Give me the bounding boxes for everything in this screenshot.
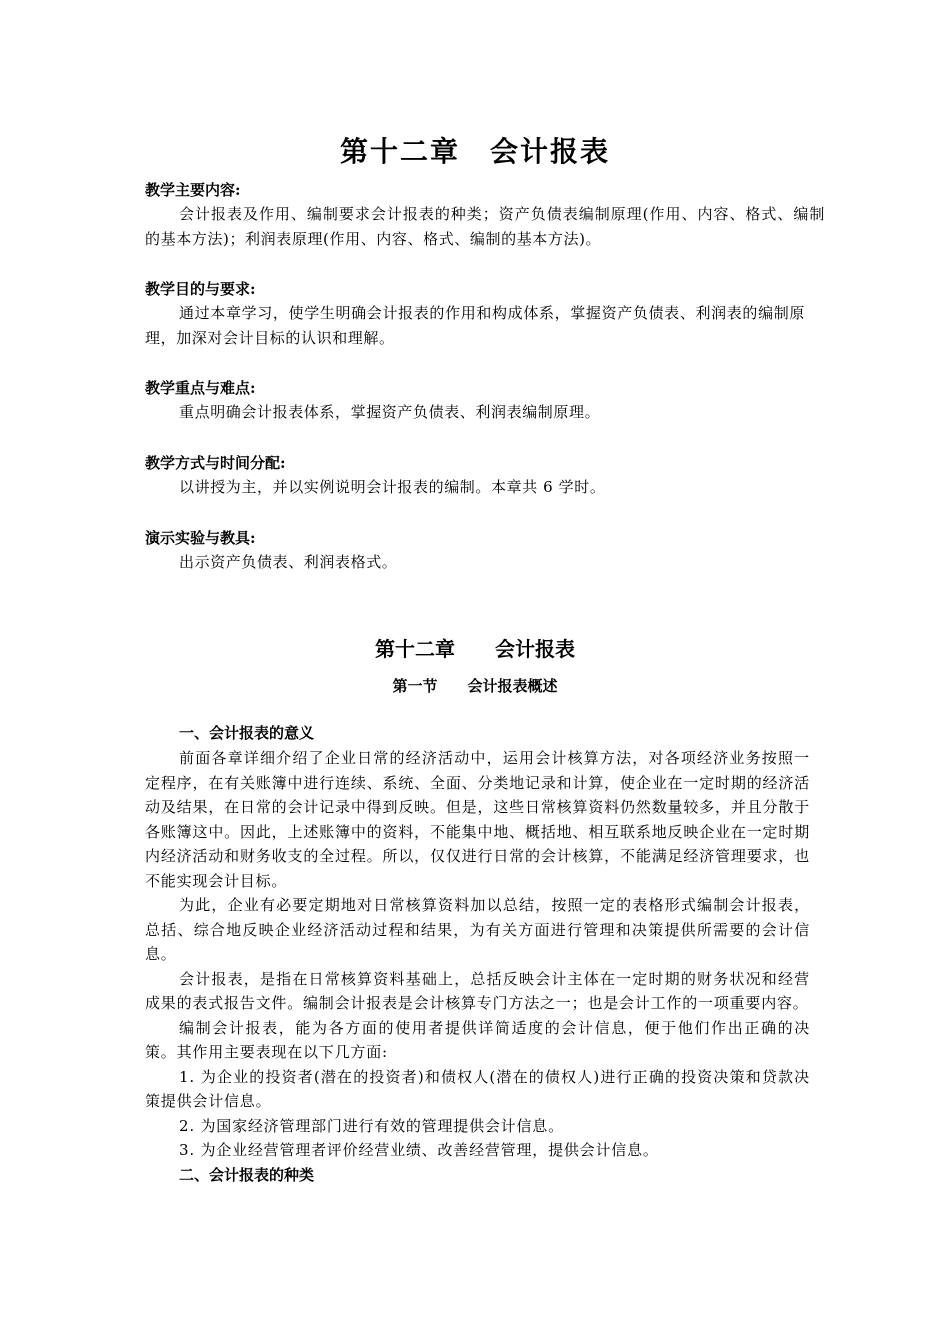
subheading: 二、会计报表的种类: [179, 1165, 315, 1184]
section-text: 会计报表及作用、编制要求会计报表的种类；资产负债表编制原理(作用、内容、格式、编制的基本方法)；利润表原理(作用、内容、格式、编制的基本方法)。: [145, 205, 825, 248]
paragraph: 编制会计报表，能为各方面的使用者提供详简适度的会计信息，便于他们作出正确的决策。其作用主要表现在以下几方面:: [145, 1018, 810, 1061]
chapter-number: 第十二章: [375, 637, 455, 661]
page-title: 第十二章 会计报表: [339, 135, 610, 168]
key-points-section: [145, 376, 825, 425]
chapter-title: [0, 634, 950, 664]
section-name: 会计报表概述: [467, 677, 558, 695]
teaching-content-section: [145, 178, 825, 252]
section-label: 演示实验与教具:: [145, 529, 256, 547]
section-text: 通过本章学习，使学生明确会计报表的作用和构成体系，掌握资产负债表、利润表的编制原理，加深对会计目标的认识和理解。: [145, 304, 805, 347]
list-item: 3. 为企业经营管理者评价经营业绩、改善经营管理，提供会计信息。: [179, 1141, 659, 1159]
teaching-method-section: [145, 451, 825, 500]
demo-tools-section: [145, 526, 825, 575]
list-item: 1. 为企业的投资者(潜在的投资者)和债权人(潜在的债权人)进行正确的投资决策和贷款决策提供会计信息。: [145, 1067, 810, 1110]
paragraph: 为此，企业有必要定期地对日常核算资料加以总结，按照一定的表格形式编制会计报表，总括、综合地反映企业经济活动过程和结果，为有关方面进行管理和决策提供所需要的会计信息。: [145, 896, 810, 963]
section-text: 出示资产负债表、利润表格式。: [179, 553, 398, 571]
section-label: 教学方式与时间分配:: [145, 454, 286, 472]
paragraph: 会计报表，是指在日常核算资料基础上，总括反映会计主体在一定时期的财务状况和经营成果的表式报告文件。编制会计报表是会计核算专门方法之一；也是会计工作的一项重要内容。: [145, 969, 810, 1012]
section-text: 以讲授为主，并以实例说明会计报表的编制。本章共 6 学时。: [179, 478, 606, 496]
body-content: [145, 721, 810, 1188]
section-text: 重点明确会计报表体系，掌握资产负债表、利润表编制原理。: [179, 403, 601, 421]
section-title: [0, 675, 950, 697]
chapter-name: 会计报表: [495, 637, 575, 661]
section-number: 第一节: [392, 677, 438, 695]
paragraph: 前面各章详细介绍了企业日常的经济活动中，运用会计核算方法，对各项经济业务按照一定程序，在有关账簿中进行连续、系统、全面、分类地记录和计算，使企业在一定时期的经济活动及结果，在日常的会计记录中得到反映。但是，这些日常核算资料仍然数量较多，并且分散于各账簿这中。因此，上述账簿中的资料，不能集中地、概括地、相互联系地反映企业在一定时期内经济活动和财务收支的全过程。所以，仅仅进行日常的会计核算，不能满足经济管理要求，也不能实现会计目标。: [145, 749, 810, 890]
section-label: 教学重点与难点:: [145, 379, 256, 397]
section-label: 教学主要内容:: [145, 181, 241, 199]
list-item: 2. 为国家经济管理部门进行有效的管理提供会计信息。: [179, 1116, 564, 1135]
subheading: 一、会计报表的意义: [179, 724, 315, 742]
teaching-goals-section: [145, 277, 825, 351]
section-label: 教学目的与要求:: [145, 280, 256, 298]
